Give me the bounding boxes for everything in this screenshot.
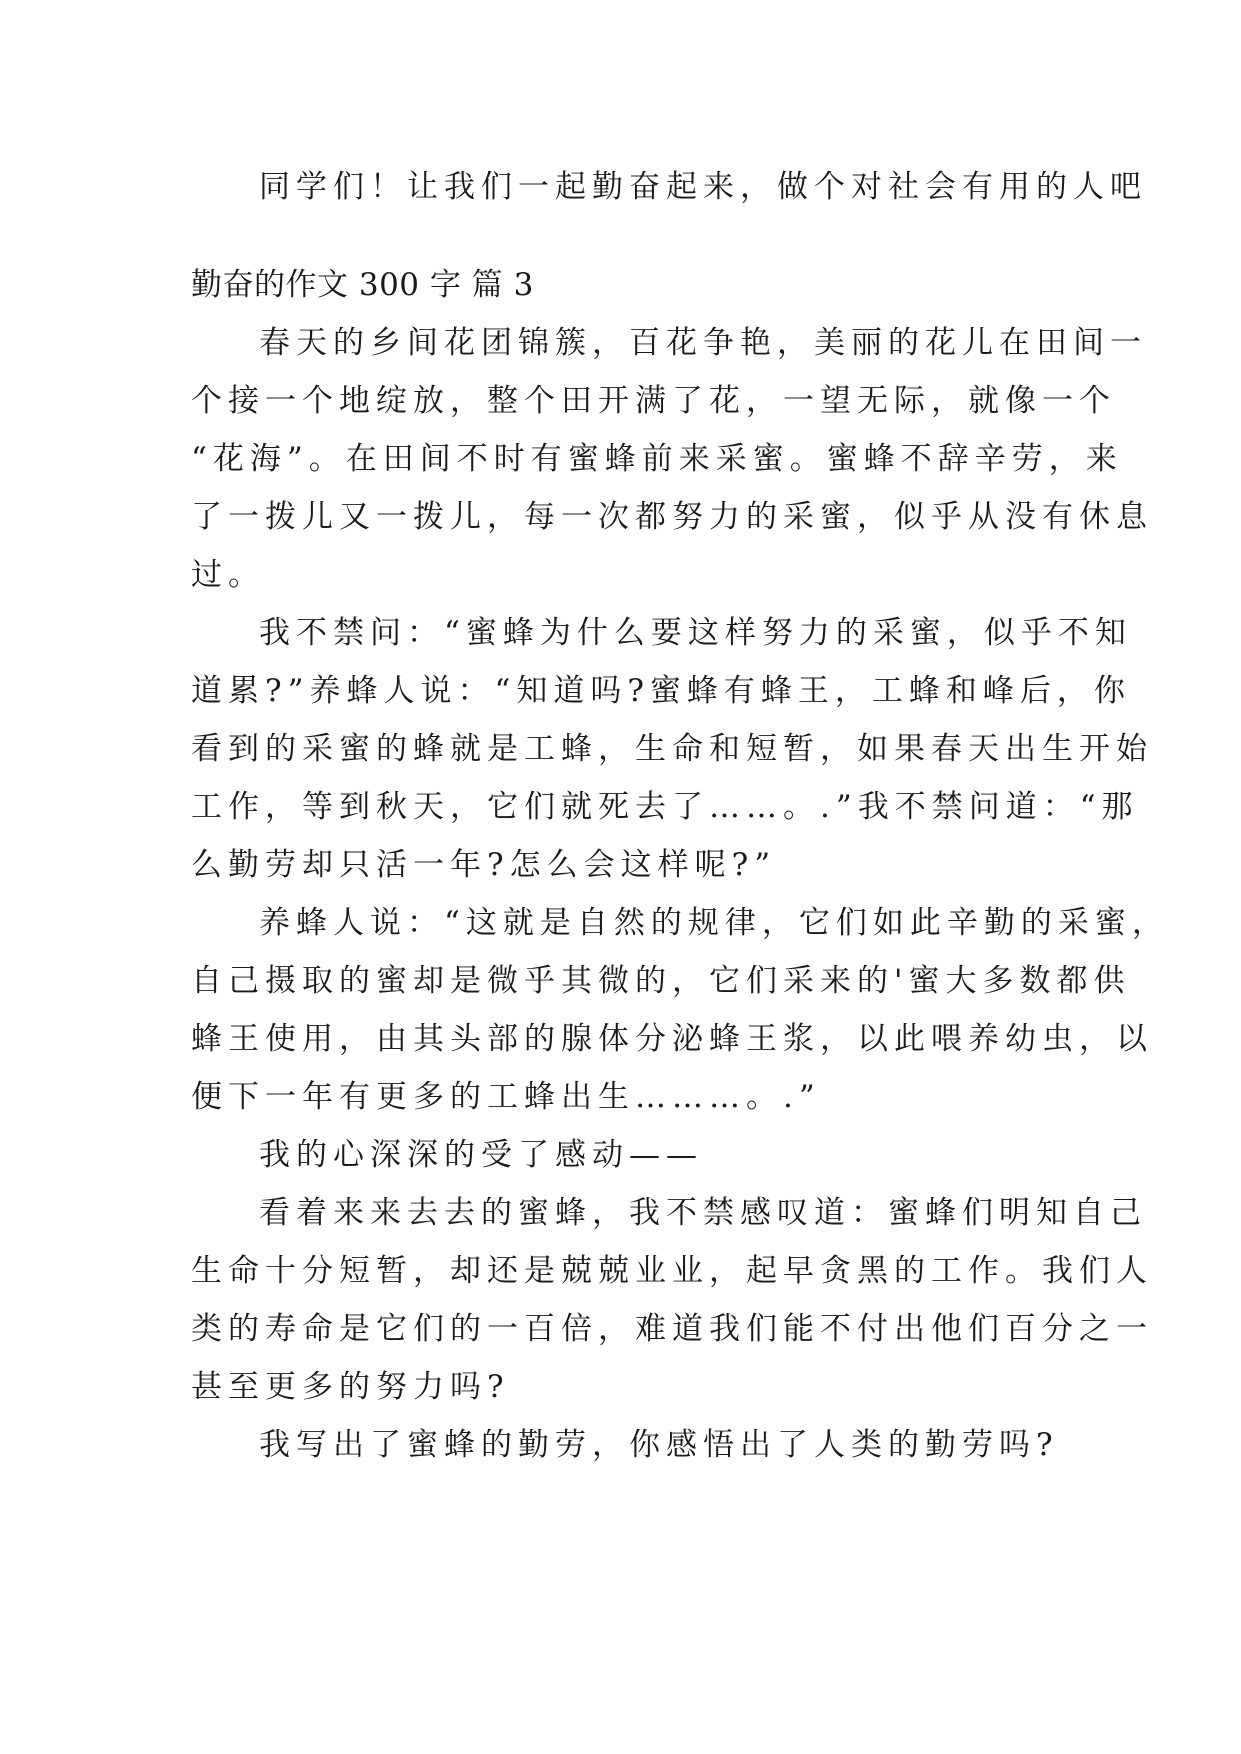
paragraph-line: “花海”。在田间不时有蜜蜂前来采蜜。蜜蜂不辞辛劳，来 bbox=[191, 441, 1123, 477]
paragraph-line: 便下一年有更多的工蜂出生………。.” bbox=[191, 1079, 821, 1115]
paragraph-line: 看着来来去去的蜜蜂，我不禁感叹道：蜜蜂们明知自己 bbox=[259, 1195, 1147, 1231]
paragraph-line: 我写出了蜜蜂的勤劳，你感悟出了人类的勤劳吗? bbox=[259, 1427, 1059, 1463]
paragraph bbox=[191, 894, 1169, 1126]
paragraph-line: 个接一个地绽放，整个田开满了花，一望无际，就像一个 bbox=[191, 383, 1116, 419]
paragraph-line: 看到的采蜜的蜂就是工蜂，生命和短暂，如果春天出生开始 bbox=[191, 731, 1153, 767]
paragraph-line: 我的心深深的受了感动—— bbox=[259, 1137, 703, 1173]
paragraph-line: 道累?”养蜂人说：“知道吗?蜜蜂有蜂王，工蜂和峰后，你 bbox=[191, 673, 1131, 709]
section-heading: 勤奋的作文 300 字 篇 3 bbox=[191, 267, 534, 303]
paragraph bbox=[191, 1184, 1153, 1416]
paragraph-line: 春天的乡间花团锦簇，百花争艳，美丽的花儿在田间一 bbox=[259, 325, 1147, 361]
paragraph-line: 了一拨儿又一拨儿，每一次都努力的采蜜，似乎从没有休息 bbox=[191, 499, 1153, 535]
paragraph-line: 蜂王使用，由其头部的腺体分泌蜂王浆，以此喂养幼虫，以 bbox=[191, 1021, 1153, 1057]
paragraph-line: 养蜂人说：“这就是自然的规律，它们如此辛勤的采蜜， bbox=[259, 905, 1169, 941]
paragraph bbox=[191, 1416, 1059, 1474]
paragraph bbox=[191, 604, 1153, 894]
paragraph-line: 么勤劳却只活一年?怎么会这样呢?” bbox=[191, 847, 777, 883]
paragraph-line: 工作，等到秋天，它们就死去了……。.”我不禁问道：“那 bbox=[191, 789, 1139, 825]
paragraph bbox=[191, 1126, 1051, 1184]
paragraph bbox=[191, 314, 1153, 604]
paragraph-line: 类的寿命是它们的一百倍，难道我们能不付出他们百分之一 bbox=[191, 1311, 1153, 1347]
paragraph-line: 甚至更多的努力吗? bbox=[191, 1369, 510, 1405]
closing-line: 同学们！让我们一起勤奋起来，做个对社会有用的人吧 bbox=[259, 169, 1147, 205]
document-body bbox=[191, 158, 1169, 1474]
paragraph-line: 自己摄取的蜜却是微乎其微的，它们采来的'蜜大多数都供 bbox=[191, 963, 1131, 999]
paragraph-line: 生命十分短暂，却还是兢兢业业，起早贪黑的工作。我们人 bbox=[191, 1253, 1153, 1289]
paragraph-line: 我不禁问：“蜜蜂为什么要这样努力的采蜜，似乎不知 bbox=[259, 615, 1132, 651]
paragraph-line: 过。 bbox=[191, 557, 265, 593]
